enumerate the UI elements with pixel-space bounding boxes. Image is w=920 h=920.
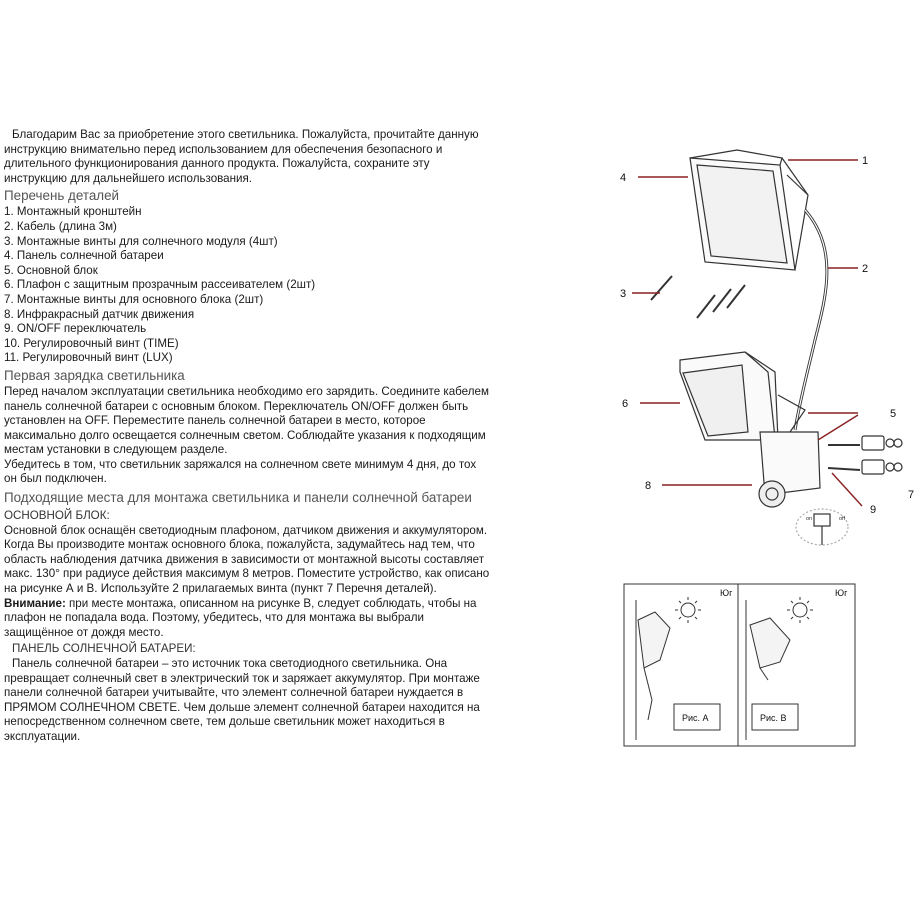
list-item: 3. Монтажные винты для солнечного модуля (4шт) [4, 234, 278, 248]
callout-3: 3 [620, 288, 627, 300]
instruction-text [4, 128, 492, 745]
mounting-heading: Подходящие места для монтажа светильника и панели солнечной батареи [4, 490, 472, 506]
fig-a-label: Рис. А [682, 713, 709, 723]
intro-paragraph: Благодарим Вас за приобретение этого светильника. Пожалуйста, прочитайте данную инструкцию внимательно перед использованием для обеспечения безопасного и длительного функционирования данного продукта. Пожалуйста, сохраните эту инструкцию для дальнейшего использования. [4, 128, 479, 185]
list-item: 5. Основной блок [4, 263, 98, 277]
warning-text: при месте монтажа, описанном на рисунке В, следует соблюдать, чтобы на плафон не попадала вода. Поэтому, убедитесь, что для монтажа вы выбрали защищённое от дождя место. [4, 596, 477, 639]
parts-list [4, 205, 492, 366]
mounting-figures [620, 580, 860, 750]
callout-2: 2 [862, 263, 869, 275]
callout-9: 9 [870, 504, 877, 516]
callout-7: 7 [908, 489, 915, 501]
south-label-b: Юг [835, 588, 848, 598]
charging-paragraph: Перед началом эксплуатации светильника необходимо его зарядить. Соедините кабелем панель солнечной батареи с основным блоком. Переключатель ON/OFF должен быть установлен на OFF. Переместите панель солнечной батареи в место, которое максимально долго освещается солнечным светом. Соблюдайте указания к подходящим местам установки в следующем разделе. [4, 384, 489, 457]
list-item: 10. Регулировочный винт (TIME) [4, 336, 179, 350]
list-item: 9. ON/OFF переключатель [4, 322, 147, 336]
list-item: 1. Монтажный кронштейн [4, 205, 142, 219]
charging-heading: Первая зарядка светильника [4, 367, 185, 383]
callout-8: 8 [645, 480, 652, 492]
callout-6: 6 [622, 398, 629, 410]
solar-panel-paragraph: Панель солнечной батареи – это источник тока светодиодного светильника. Она превращает солнечный свет в электрический ток и заряжает аккумулятор. При монтаже панели солнечной батареи учитывайте, что элемент солнечной батареи нуждается в ПРЯМОМ СОЛНЕЧНОМ СВЕТЕ. Чем дольше элемент солнечной батареи находится на непосредственном солнечном свете, тем дольше светильник может находиться в эксплуатации. [4, 657, 480, 743]
list-item: 2. Кабель (длина 3м) [4, 219, 117, 233]
switch-off-label: off [839, 516, 846, 522]
callout-5: 5 [890, 408, 897, 420]
warning-label: Внимание: [4, 596, 66, 610]
charging-paragraph-2: Убедитесь в том, что светильник заряжался на солнечном свете минимум 4 дня, до тох он был подключен. [4, 457, 477, 486]
parts-heading: Перечень деталей [4, 188, 120, 204]
list-item: 11. Регулировочный винт (LUX) [4, 351, 173, 365]
callout-4: 4 [620, 172, 627, 184]
switch-on-label: on [806, 516, 813, 522]
callout-1: 1 [862, 155, 869, 167]
fig-b-label: Рис. В [760, 713, 787, 723]
list-item: 7. Монтажные винты для основного блока (2шт) [4, 292, 264, 306]
solar-panel-subheading: ПАНЕЛЬ СОЛНЕЧНОЙ БАТАРЕИ: [12, 642, 196, 656]
south-label-a: Юг [720, 588, 733, 598]
main-unit-subheading: ОСНОВНОЙ БЛОК: [4, 509, 110, 523]
list-item: 4. Панель солнечной батареи [4, 249, 164, 263]
list-item: 6. Плафон с защитным прозрачным рассеивателем (2шт) [4, 278, 316, 292]
figures-frame [624, 584, 855, 746]
warning-paragraph [4, 597, 492, 641]
main-unit-paragraph: Основной блок оснащён светодиодным плафоном, датчиком движения и аккумулятором. Когда Вы производите монтаж основного блока, пожалуйста, задумайтесь над тем, что область наблюдения датчика движения в зависимости от монтажной высоты составляет макс. 130° при радиусе действия максимум 8 метров. Поместите устройство, как описано на рисунке А и В. Используйте 2 прилагаемых винта (пункт 7 Перечня деталей). [4, 523, 490, 596]
product-diagram [610, 140, 920, 560]
list-item: 8. Инфракрасный датчик движения [4, 307, 195, 321]
